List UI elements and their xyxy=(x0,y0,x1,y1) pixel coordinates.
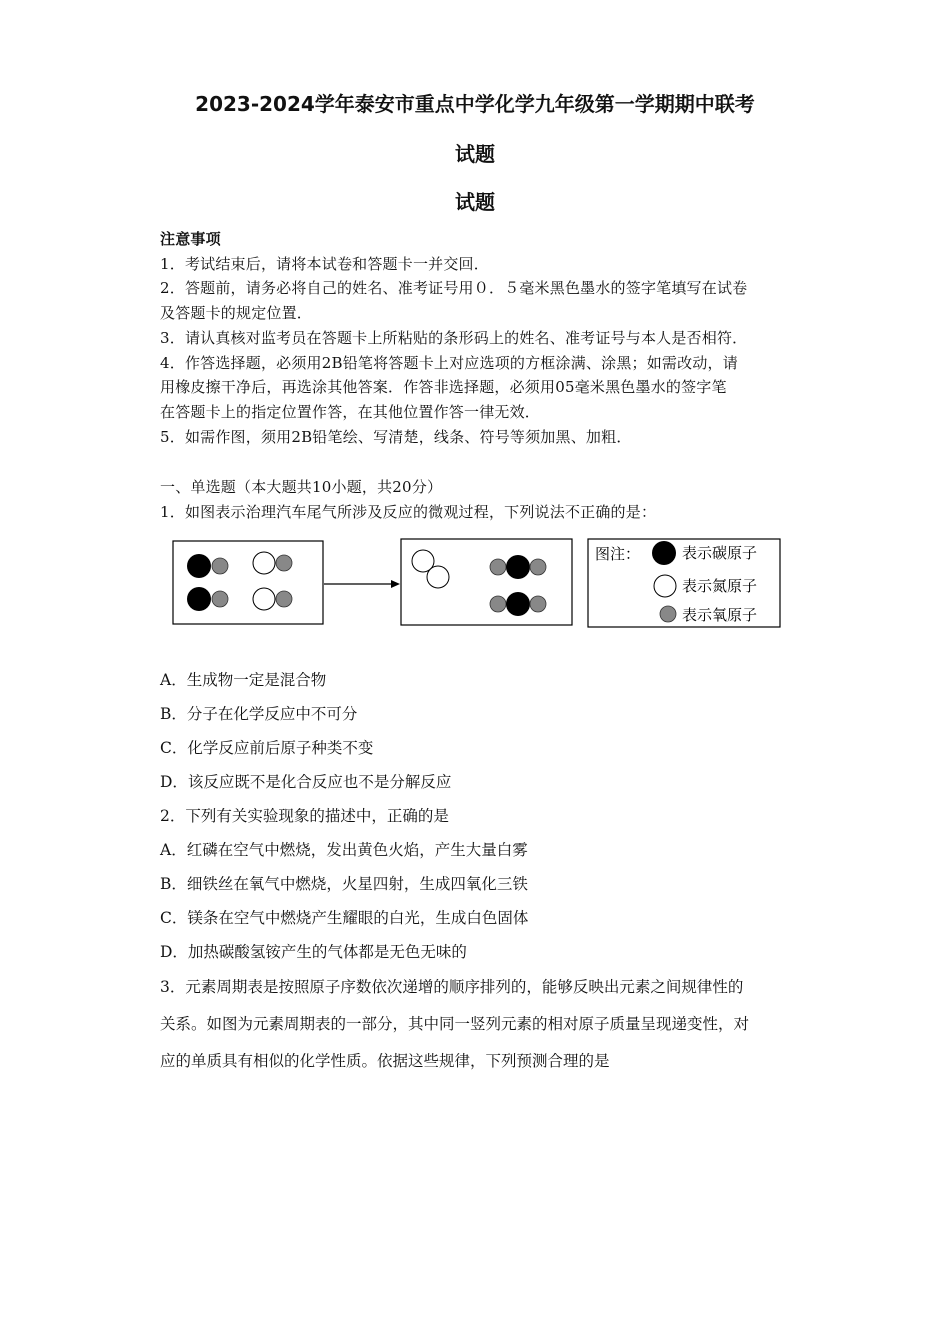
nitrogen-atom xyxy=(253,588,275,610)
oxygen-atom xyxy=(276,591,292,607)
notice-line: 4．作答选择题，必须用2B铅笔将答题卡上对应选项的方框涂满、涂黑；如需改动，请 xyxy=(160,354,738,372)
carbon-atom xyxy=(187,554,211,578)
oxygen-atom xyxy=(490,596,506,612)
carbon-atom xyxy=(506,555,530,579)
question-2-option-b: B．细铁丝在氧气中燃烧，火星四射，生成四氧化三铁 xyxy=(160,875,528,893)
question-1-stem: 1．如图表示治理汽车尾气所涉及反应的微观过程，下列说法不正确的是： xyxy=(160,503,657,521)
question-2-option-d: D．加热碳酸氢铵产生的气体都是无色无味的 xyxy=(160,943,467,961)
oxygen-atom xyxy=(212,591,228,607)
notice-heading: 注意事项 xyxy=(160,230,221,248)
legend-oxygen-text: 表示氧原子 xyxy=(682,606,758,624)
reaction-arrow-head xyxy=(391,580,400,588)
oxygen-atom xyxy=(530,596,546,612)
question-1-option-c: C．化学反应前后原子种类不变 xyxy=(160,739,374,757)
legend-oxygen-atom xyxy=(660,606,676,622)
legend-nitrogen-atom xyxy=(654,575,676,597)
question-1-option-b: B．分子在化学反应中不可分 xyxy=(160,705,358,723)
oxygen-atom xyxy=(212,558,228,574)
notice-line: 3．请认真核对监考员在答题卡上所粘贴的条形码上的姓名、准考证号与本人是否相符． xyxy=(160,329,748,347)
carbon-atom xyxy=(506,592,530,616)
oxygen-atom xyxy=(530,559,546,575)
question-1-option-d: D．该反应既不是化合反应也不是分解反应 xyxy=(160,773,452,791)
section-heading: 一、单选题（本大题共10小题，共20分） xyxy=(160,478,443,496)
legend-carbon-text: 表示碳原子 xyxy=(682,544,758,562)
page-title-line2: 试题 xyxy=(455,142,495,166)
page-title-line1: 2023-2024学年泰安市重点中学化学九年级第一学期期中联考 xyxy=(195,92,755,116)
question-3-stem-line: 关系。如图为元素周期表的一部分，其中同一竖列元素的相对原子质量呈现递变性，对 xyxy=(160,1015,750,1033)
oxygen-atom xyxy=(276,555,292,571)
reactants-box xyxy=(173,541,323,624)
legend-nitrogen-text: 表示氮原子 xyxy=(682,577,758,595)
nitrogen-atom xyxy=(253,552,275,574)
question-2-option-a: A．红磷在空气中燃烧，发出黄色火焰，产生大量白雾 xyxy=(160,841,528,859)
page-title-line3: 试题 xyxy=(455,190,495,214)
question-2-stem: 2．下列有关实验现象的描述中，正确的是 xyxy=(160,807,449,825)
oxygen-atom xyxy=(490,559,506,575)
reaction-diagram xyxy=(172,538,784,630)
legend-label: 图注： xyxy=(595,545,641,563)
legend-carbon-atom xyxy=(652,541,676,565)
notice-line: 2．答题前，请务必将自己的姓名、准考证号用０．５毫米黑色墨水的签字笔填写在试卷 xyxy=(160,279,748,297)
notice-line: 5．如需作图，须用2B铅笔绘、写清楚，线条、符号等须加黑、加粗． xyxy=(160,428,632,446)
nitrogen-atom xyxy=(427,566,449,588)
notice-line: 及答题卡的规定位置． xyxy=(160,304,313,322)
notice-line: 1．考试结束后，请将本试卷和答题卡一并交回． xyxy=(160,255,489,273)
question-3-stem-line: 3．元素周期表是按照原子序数依次递增的顺序排列的，能够反映出元素之间规律性的 xyxy=(160,978,744,996)
notice-line: 在答题卡上的指定位置作答，在其他位置作答一律无效． xyxy=(160,403,541,421)
notice-line: 用橡皮擦干净后，再选涂其他答案．作答非选择题，必须用05毫米黑色墨水的签字笔 xyxy=(160,378,727,396)
question-2-option-c: C．镁条在空气中燃烧产生耀眼的白光，生成白色固体 xyxy=(160,909,529,927)
question-3-stem-line: 应的单质具有相似的化学性质。依据这些规律，下列预测合理的是 xyxy=(160,1052,610,1070)
carbon-atom xyxy=(187,587,211,611)
question-1-option-a: A．生成物一定是混合物 xyxy=(160,671,327,689)
